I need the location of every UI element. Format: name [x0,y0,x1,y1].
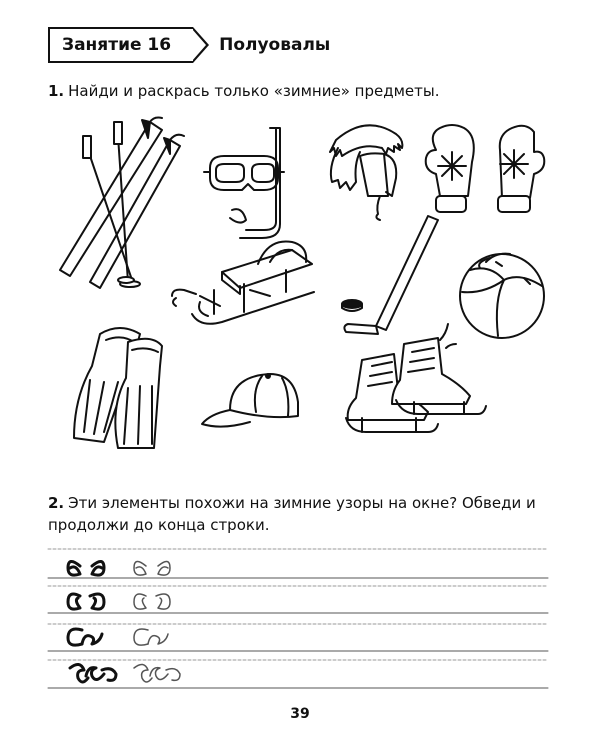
lesson-label: Занятие 16 [62,35,172,55]
winter-hat-icon[interactable] [330,125,402,220]
baseball-cap-icon[interactable] [202,374,298,427]
pattern-row-4-trace [134,664,180,682]
task-1-number: 1. [48,82,65,100]
lesson-title: Полуовалы [219,35,331,55]
diving-mask-icon[interactable] [204,128,284,238]
pattern-row-4 [70,664,116,682]
ice-skates-icon[interactable] [346,324,486,432]
page-number: 39 [290,706,310,722]
task-1-text: Найди и раскрась только «зимние» предметы. [68,82,440,100]
mittens-icon[interactable] [426,125,545,212]
task-2-instruction [48,492,558,536]
beach-ball-icon[interactable] [460,254,544,338]
hockey-stick-icon[interactable] [342,216,438,334]
task-2-number: 2. [48,494,65,512]
pattern-row-2-trace [134,594,170,609]
pattern-row-2 [68,594,104,609]
pattern-row-1 [68,561,104,575]
sled-icon[interactable] [172,241,314,323]
pattern-row-1-trace [134,561,170,575]
writing-practice-area[interactable] [48,549,548,688]
pattern-row-3-trace [134,629,168,645]
task-2-text: Эти элементы похожи на зимние узоры на окне? Обведи и продолжи до конца строки. [48,494,536,534]
skis-and-poles-icon[interactable] [60,118,184,289]
swim-fins-icon[interactable] [74,328,162,448]
pattern-row-3 [68,629,102,645]
